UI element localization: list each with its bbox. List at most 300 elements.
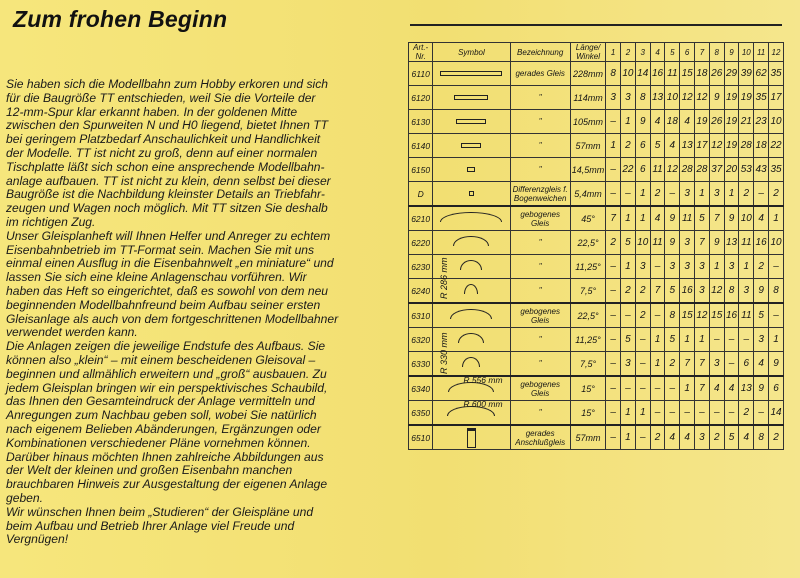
- bezeichnung: gebogenes Gleis: [510, 206, 570, 231]
- table-row: [409, 255, 784, 279]
- intro-line: anlage aufbauen. TT ist nicht zu klein, denn selbst bei dieser: [6, 173, 331, 188]
- plan-count: –: [739, 328, 754, 352]
- plan-count: 1: [621, 206, 636, 231]
- bezeichnung: ": [510, 328, 570, 352]
- plan-count: 2: [665, 352, 680, 377]
- intro-line: im richtigen Zug.: [6, 214, 96, 229]
- radius-label: R 600 mm: [463, 399, 503, 409]
- plan-count: –: [709, 328, 724, 352]
- intro-line: brauchbaren Hinweis zur Ausgestaltung der eigenen Anlage: [6, 477, 328, 492]
- laenge-winkel: 7,5°: [570, 352, 605, 377]
- col-bezeichnung: Bezeichnung: [510, 43, 570, 62]
- plan-count: 3: [606, 86, 621, 110]
- col-plan-5: 5: [665, 43, 680, 62]
- plan-count: 13: [680, 134, 695, 158]
- plan-count: 1: [635, 182, 650, 207]
- plan-count: –: [606, 401, 621, 426]
- plan-count: 9: [635, 110, 650, 134]
- plan-count: 7: [606, 206, 621, 231]
- plan-count: –: [724, 401, 739, 426]
- plan-count: 10: [621, 62, 636, 86]
- track-piece-icon: [450, 309, 492, 319]
- plan-count: 2: [606, 231, 621, 255]
- plan-count: 12: [695, 303, 710, 328]
- bezeichnung: ": [510, 134, 570, 158]
- track-piece-icon: [469, 191, 474, 196]
- plan-count: 16: [724, 303, 739, 328]
- plan-count: 1: [695, 182, 710, 207]
- bezeichnung: ": [510, 352, 570, 377]
- plan-count: 19: [724, 110, 739, 134]
- plan-count: –: [769, 303, 784, 328]
- track-symbol: [433, 110, 510, 134]
- bezeichnung: Differenzgleis f. Bogenweichen: [510, 182, 570, 207]
- table-row: [409, 328, 784, 352]
- plan-count: 2: [635, 303, 650, 328]
- plan-count: 1: [621, 401, 636, 426]
- bezeichnung: ": [510, 231, 570, 255]
- plan-count: –: [650, 303, 665, 328]
- table-row: [409, 62, 784, 86]
- plan-count: 9: [724, 206, 739, 231]
- plan-count: 4: [754, 352, 769, 377]
- plan-count: –: [650, 376, 665, 401]
- plan-count: 5: [695, 206, 710, 231]
- bezeichnung: ": [510, 401, 570, 426]
- plan-count: 28: [739, 134, 754, 158]
- plan-count: 7: [695, 376, 710, 401]
- header-rule: [410, 24, 782, 26]
- art-nr: 6350: [409, 401, 433, 426]
- track-symbol: [433, 303, 510, 374]
- table-row: [409, 231, 784, 255]
- table-row: [409, 206, 784, 231]
- table-row: [409, 158, 784, 182]
- plan-count: 8: [754, 425, 769, 450]
- plan-count: 5: [650, 134, 665, 158]
- plan-count: 4: [650, 110, 665, 134]
- plan-count: 7: [709, 206, 724, 231]
- table-header-row: [409, 43, 784, 62]
- intro-line: Gleisanlage als auch von dem fortgeschrittenen Modellbahner: [6, 311, 339, 326]
- intro-line: Anregungen zum Nachbau geben soll, wobei Sie natürlich: [6, 408, 317, 423]
- plan-count: 3: [754, 328, 769, 352]
- plan-count: 12: [680, 86, 695, 110]
- plan-count: –: [650, 255, 665, 279]
- laenge-winkel: 105mm: [570, 110, 605, 134]
- intro-line: beginnen und allmählich erweitern und „groß“ ausbauen. Zu: [6, 366, 327, 381]
- plan-count: 3: [724, 255, 739, 279]
- intro-line: beginnenden Modellbahnfreund beim Aufbau seiner ersten: [6, 297, 321, 312]
- art-nr: 6220: [409, 231, 433, 255]
- plan-count: 3: [695, 255, 710, 279]
- plan-count: 1: [724, 182, 739, 207]
- plan-count: 3: [635, 255, 650, 279]
- track-symbol: [433, 86, 510, 110]
- track-symbol: [433, 206, 510, 299]
- plan-count: 3: [695, 425, 710, 450]
- plan-count: 9: [709, 231, 724, 255]
- plan-count: –: [606, 303, 621, 328]
- track-symbol: [433, 255, 510, 279]
- col-plan-9: 9: [724, 43, 739, 62]
- plan-count: 17: [695, 134, 710, 158]
- track-symbol: [433, 182, 510, 207]
- plan-count: 1: [621, 255, 636, 279]
- intro-line: einmal einen Ausflug in die Eisenbahnwelt „en miniature“ und: [6, 256, 334, 271]
- plan-count: –: [606, 376, 621, 401]
- plan-count: 28: [695, 158, 710, 182]
- plan-count: –: [680, 401, 695, 426]
- track-symbol: [433, 425, 510, 450]
- col-plan-8: 8: [709, 43, 724, 62]
- plan-count: 5: [665, 328, 680, 352]
- plan-count: 4: [665, 134, 680, 158]
- plan-count: 3: [709, 182, 724, 207]
- plan-count: 21: [739, 110, 754, 134]
- plan-count: 35: [769, 62, 784, 86]
- plan-count: 4: [680, 425, 695, 450]
- plan-count: 2: [754, 255, 769, 279]
- table-row: [409, 110, 784, 134]
- plan-count: 1: [635, 401, 650, 426]
- plan-count: 6: [635, 158, 650, 182]
- track-piece-icon: [467, 428, 476, 448]
- plan-count: 53: [739, 158, 754, 182]
- track-symbol: [433, 376, 510, 401]
- track-piece-icon: [467, 167, 475, 172]
- plan-count: 3: [709, 352, 724, 377]
- plan-count: 5: [621, 231, 636, 255]
- bezeichnung: ": [510, 279, 570, 304]
- plan-count: 4: [680, 110, 695, 134]
- intro-line: das Ihnen den Gesamteindruck der Anlage vermitteln und: [6, 394, 315, 409]
- art-nr: D: [409, 182, 433, 207]
- plan-count: 5: [754, 303, 769, 328]
- plan-count: –: [724, 352, 739, 377]
- page-title: Zum frohen Beginn: [13, 6, 228, 32]
- plan-count: –: [606, 182, 621, 207]
- intro-line: beim Aufbau und Betrieb Ihrer Anlage viel Freude und: [6, 518, 295, 533]
- art-nr: 6310: [409, 303, 433, 328]
- plan-count: 10: [635, 231, 650, 255]
- plan-count: 26: [709, 110, 724, 134]
- plan-count: 2: [650, 425, 665, 450]
- laenge-winkel: 14,5mm: [570, 158, 605, 182]
- laenge-winkel: 15°: [570, 376, 605, 401]
- plan-count: 8: [724, 279, 739, 304]
- laenge-winkel: 45°: [570, 206, 605, 231]
- plan-count: 6: [769, 376, 784, 401]
- intro-line: zwischen den Spurweiten N und H0 liegend, bietet Ihnen TT: [6, 118, 329, 133]
- plan-count: 1: [680, 376, 695, 401]
- laenge-winkel: 11,25°: [570, 328, 605, 352]
- plan-count: 9: [769, 352, 784, 377]
- plan-count: 4: [709, 376, 724, 401]
- plan-count: –: [606, 110, 621, 134]
- plan-count: 15: [680, 62, 695, 86]
- plan-count: 2: [650, 182, 665, 207]
- plan-count: 12: [709, 279, 724, 304]
- plan-count: 19: [739, 86, 754, 110]
- track-piece-icon: [464, 284, 478, 294]
- plan-count: 4: [665, 425, 680, 450]
- plan-count: 1: [650, 328, 665, 352]
- intro-line: zeugen und Wagen noch möglich. Mit TT sitzen Sie deshalb: [6, 201, 328, 216]
- plan-count: 17: [769, 86, 784, 110]
- plan-count: 22: [769, 134, 784, 158]
- plan-count: 7: [680, 352, 695, 377]
- art-nr: 6240: [409, 279, 433, 304]
- plan-count: 19: [695, 110, 710, 134]
- col-plan-12: 12: [769, 43, 784, 62]
- plan-count: 12: [665, 158, 680, 182]
- art-nr: 6120: [409, 86, 433, 110]
- intro-line: Die Anlagen zeigen die jeweilige Endstufe des Aufbaus. Sie: [6, 339, 326, 354]
- laenge-winkel: 22,5°: [570, 231, 605, 255]
- intro-line: Sie haben sich die Modellbahn zum Hobby erkoren und sich: [6, 77, 329, 91]
- intro-line: Kombinationen verschiedener Pläne vornehmen können.: [6, 435, 311, 450]
- art-nr: 6320: [409, 328, 433, 352]
- bezeichnung: gerades Anschlußgleis: [510, 425, 570, 450]
- plan-count: 35: [769, 158, 784, 182]
- plan-count: 16: [754, 231, 769, 255]
- art-nr: 6210: [409, 206, 433, 231]
- col-plan-11: 11: [754, 43, 769, 62]
- intro-line: der Welt der kleinen und großen Eisenbahn manchen: [6, 463, 293, 478]
- plan-count: 11: [739, 231, 754, 255]
- plan-count: 1: [621, 425, 636, 450]
- track-piece-icon: [458, 333, 484, 343]
- art-nr: 6150: [409, 158, 433, 182]
- plan-count: –: [769, 255, 784, 279]
- laenge-winkel: 228mm: [570, 62, 605, 86]
- plan-count: 2: [769, 182, 784, 207]
- plan-count: 1: [621, 110, 636, 134]
- plan-count: 2: [739, 182, 754, 207]
- art-nr: 6340: [409, 376, 433, 401]
- plan-count: 15: [709, 303, 724, 328]
- plan-count: 7: [695, 352, 710, 377]
- plan-count: –: [650, 401, 665, 426]
- plan-count: 3: [621, 86, 636, 110]
- track-symbol: [433, 134, 510, 158]
- intro-line: Baugröße ist die Nachbildung kleinster Details an Triebfahr-: [6, 187, 325, 202]
- plan-count: –: [606, 425, 621, 450]
- plan-count: 10: [769, 110, 784, 134]
- intro-line: Vergnügen!: [6, 532, 69, 547]
- plan-count: 35: [754, 86, 769, 110]
- plan-count: 23: [754, 110, 769, 134]
- plan-count: –: [754, 182, 769, 207]
- laenge-winkel: 57mm: [570, 134, 605, 158]
- plan-count: 6: [635, 134, 650, 158]
- plan-count: 8: [606, 62, 621, 86]
- intro-line: verwendet werden kann.: [6, 325, 138, 340]
- plan-count: 8: [665, 303, 680, 328]
- track-symbol: [433, 62, 510, 86]
- track-symbol: [433, 401, 510, 426]
- plan-count: –: [621, 376, 636, 401]
- plan-count: 29: [724, 62, 739, 86]
- intro-line: können also „klein“ – mit einem bescheidenen Gleisoval –: [6, 352, 316, 367]
- plan-count: 43: [754, 158, 769, 182]
- plan-count: 22: [621, 158, 636, 182]
- plan-count: –: [606, 158, 621, 182]
- plan-count: 3: [621, 352, 636, 377]
- table-row: [409, 376, 784, 401]
- art-nr: 6140: [409, 134, 433, 158]
- laenge-winkel: 22,5°: [570, 303, 605, 328]
- plan-count: –: [709, 401, 724, 426]
- table-row: [409, 134, 784, 158]
- plan-count: 3: [739, 279, 754, 304]
- plan-count: –: [665, 182, 680, 207]
- plan-count: 26: [709, 62, 724, 86]
- plan-count: –: [606, 328, 621, 352]
- plan-count: 18: [695, 62, 710, 86]
- intro-line: der Modelle. TT ist nicht zu groß, denn auf einer normalen: [6, 145, 318, 160]
- laenge-winkel: 57mm: [570, 425, 605, 450]
- intro-line: Darüber hinaus möchten Ihnen zahlreiche Abbildungen aus: [6, 449, 324, 464]
- plan-count: 12: [709, 134, 724, 158]
- table-row: [409, 279, 784, 304]
- plan-count: 9: [754, 376, 769, 401]
- plan-count: –: [665, 376, 680, 401]
- plan-count: 16: [680, 279, 695, 304]
- laenge-winkel: 5,4mm: [570, 182, 605, 207]
- plan-count: –: [635, 376, 650, 401]
- plan-count: 1: [606, 134, 621, 158]
- col-plan-7: 7: [695, 43, 710, 62]
- table-row: [409, 425, 784, 450]
- plan-count: –: [695, 401, 710, 426]
- plan-count: 10: [665, 86, 680, 110]
- plan-count: 5: [724, 425, 739, 450]
- plan-count: 13: [650, 86, 665, 110]
- track-symbol: [433, 279, 510, 304]
- plan-count: 11: [650, 231, 665, 255]
- plan-count: 13: [739, 376, 754, 401]
- col-plan-2: 2: [621, 43, 636, 62]
- track-symbol: [433, 231, 510, 255]
- plan-count: 9: [665, 231, 680, 255]
- intro-line: geben.: [6, 490, 43, 505]
- track-piece-icon: [440, 71, 502, 76]
- plan-count: 3: [665, 255, 680, 279]
- plan-count: 3: [680, 182, 695, 207]
- radius-label: R 286 mm: [439, 257, 450, 299]
- plan-count: 11: [739, 303, 754, 328]
- plan-count: 12: [695, 86, 710, 110]
- plan-count: –: [621, 303, 636, 328]
- laenge-winkel: 11,25°: [570, 255, 605, 279]
- plan-count: –: [606, 255, 621, 279]
- plan-count: 15: [680, 303, 695, 328]
- plan-count: 3: [680, 255, 695, 279]
- intro-line: jedem Gleisplan bringen wir ein perspektivisches Schaubild,: [6, 380, 328, 395]
- bezeichnung: ": [510, 86, 570, 110]
- bezeichnung: gerades Gleis: [510, 62, 570, 86]
- plan-count: –: [754, 401, 769, 426]
- intro-text: [6, 78, 384, 547]
- plan-count: 1: [769, 328, 784, 352]
- plan-count: 37: [709, 158, 724, 182]
- plan-count: 18: [754, 134, 769, 158]
- plan-count: 1: [709, 255, 724, 279]
- plan-count: 2: [739, 401, 754, 426]
- col-plan-6: 6: [680, 43, 695, 62]
- plan-count: 10: [739, 206, 754, 231]
- plan-count: 11: [650, 158, 665, 182]
- track-parts-table: [408, 42, 784, 450]
- col-art: Art.-Nr.: [409, 43, 433, 62]
- track-symbol: [433, 352, 510, 377]
- plan-count: –: [635, 425, 650, 450]
- plan-count: 4: [754, 206, 769, 231]
- table-row: [409, 182, 784, 207]
- intro-line: nach eigenem Belieben Abänderungen, Ergänzungen oder: [6, 421, 321, 436]
- track-piece-icon: [456, 119, 486, 124]
- bezeichnung: ": [510, 110, 570, 134]
- bezeichnung: ": [510, 158, 570, 182]
- plan-count: 1: [739, 255, 754, 279]
- table-row: [409, 401, 784, 426]
- plan-count: –: [724, 328, 739, 352]
- plan-count: 1: [680, 328, 695, 352]
- track-piece-icon: [440, 212, 502, 222]
- intro-line: Eisenbahnbetrieb im TT-Format sein. Machen Sie mit uns: [6, 242, 315, 257]
- plan-count: 1: [695, 328, 710, 352]
- plan-count: 1: [650, 352, 665, 377]
- art-nr: 6230: [409, 255, 433, 279]
- plan-count: 19: [724, 134, 739, 158]
- table-row: [409, 86, 784, 110]
- track-piece-icon: [454, 95, 488, 100]
- intro-line: 12-mm-Spur klar erkannt haben. In der goldenen Mitte: [6, 104, 298, 119]
- art-nr: 6510: [409, 425, 433, 450]
- intro-line: für die Baugröße TT entschieden, weil Sie die Vorteile der: [6, 90, 316, 105]
- plan-count: 7: [695, 231, 710, 255]
- plan-count: 2: [621, 134, 636, 158]
- track-symbol: [433, 158, 510, 182]
- plan-count: 28: [680, 158, 695, 182]
- intro-line: Wir wünschen Ihnen beim „Studieren“ der Gleispläne und: [6, 504, 314, 519]
- col-plan-10: 10: [739, 43, 754, 62]
- plan-count: 4: [650, 206, 665, 231]
- laenge-winkel: 7,5°: [570, 279, 605, 304]
- plan-count: 8: [635, 86, 650, 110]
- plan-count: 8: [769, 279, 784, 304]
- plan-count: –: [635, 328, 650, 352]
- col-plan-4: 4: [650, 43, 665, 62]
- laenge-winkel: 114mm: [570, 86, 605, 110]
- laenge-winkel: 15°: [570, 401, 605, 426]
- art-nr: 6110: [409, 62, 433, 86]
- intro-line: haben das Heft so eingerichtet, daß es sowohl von dem neu: [6, 283, 329, 298]
- plan-count: 9: [709, 86, 724, 110]
- intro-line: bei geringem Platzbedarf Anschaulichkeit und Handlichkeit: [6, 132, 321, 147]
- radius-label: R 330 mm: [439, 332, 450, 374]
- bezeichnung: gebogenes Gleis: [510, 303, 570, 328]
- bezeichnung: ": [510, 255, 570, 279]
- plan-count: 2: [635, 279, 650, 304]
- plan-count: 14: [769, 401, 784, 426]
- col-laenge: Länge/ Winkel: [570, 43, 605, 62]
- plan-count: 2: [621, 279, 636, 304]
- radius-label: R 556 mm: [463, 375, 503, 385]
- plan-count: 2: [769, 425, 784, 450]
